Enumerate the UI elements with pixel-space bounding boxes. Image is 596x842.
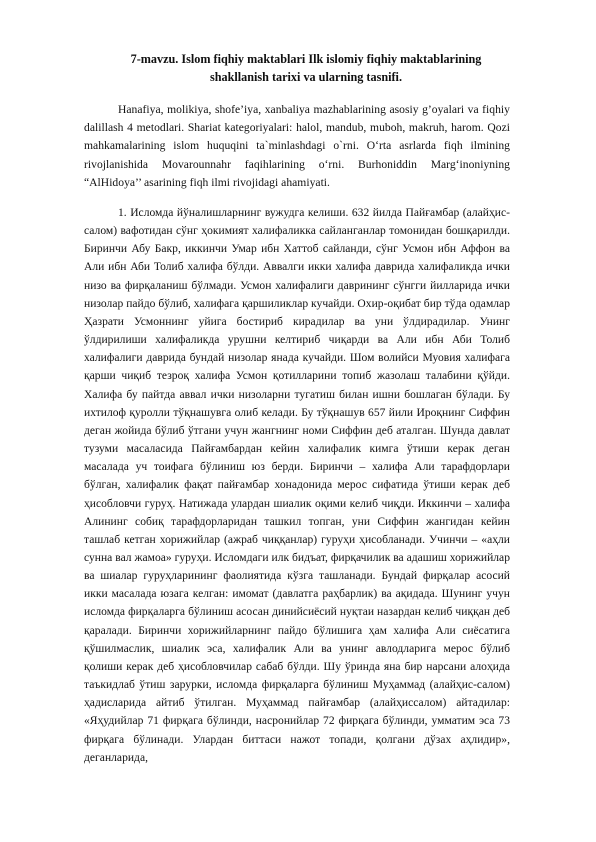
page-title: [84, 50, 510, 86]
document-page: [84, 50, 510, 779]
body-paragraph: 1. Исломда йўналишларнинг вужудга келиши. 632 йилда Пайғамбар (алайҳис-салом) вафотидан сўнг ҳокимият халифаликка сайланганлар томонидан бошқарилди. Биринчи Абу Бакр, иккинчи Умар ибн Хаттоб сайланди, сўнг Усмон ибн Аффон ва Али ибн Аби Толиб халифа бўлди. Аввалги икки халифа даврида халифаликда ички низо ва фирқаланиш бўлмади. Усмон халифалиги даврининг сўнгги йилларида ички низолар пайдо бўлиб, халифага қаршиликлар кучайди. Охир-оқибат бир тўда одамлар Ҳазрати Усмоннинг уйига бостириб кирадилар ва уни ўлдирадилар. Унинг ўлдирилиши халифаликда урушни келтириб чиқарди ва Али ибн Аби Толиб халифалиги даврида бундай низолар янада кучайди. Шом волийси Муовия халифага қарши чиқиб тезроқ халифа Усмон қотилларини топиб жазолаш талабини қўйди. Халифа бу пайтда аввал ички низоларни тугатиш билан ишни бошлаган бўлади. Бу ихтилоф қуролли тўқнашувга олиб келади. Бу тўқнашув 657 йили Ироқнинг Сиффин деган жойида бўлиб ўтгани учун жангнинг номи Сиффин деб аталган. Шунда давлат тузуми масаласида Пайғамбардан кейин халифалик кимга ўтиши керак деган масалада уч тоифага бўлиниш юз берди. Биринчи – халифа Али тарафдорлари бўлган, халифалик фақат пайғамбар хонадонида мерос сифатида ўтиши керак деб ҳисобловчи гуруҳ. Натижада улардан шиалик оқими келиб чиқди. Иккинчи – халифа Алининг собиқ тарафдорларидан ташкил топган, уни Сиффин жангидан кейин ташлаб кетган хорижийлар (ажраб чиққанлар) гуруҳи ҳисобланади. Учинчи – «аҳли сунна вал жамоа» гуруҳи. Исломдаги илк бидъат, фирқачилик ва адашиш хорижийлар ва шиалар гуруҳларининг фаолиятида кўзга ташланади. Бундай фирқалар асосий икки масалада юзага келган: имомат (давлатга раҳбарлик) ва ақидада. Шунинг учун исломда фирқаларга бўлиниш асосан динийсиёсий нуқтаи назардан келиб чиққан деб қаралади. Биринчи хорижийларнинг пайдо бўлишига ҳам халифа Али сиёсатига қўшилмаслик, шиалик эса, халифалик Али ва унинг авлодларига мерос бўлиб қолиши керак деб ҳисобловчилар сабаб бўлди. Шу ўринда яна бир нарсани алоҳида таъкидлаб ўтиш зарурки, исломда фирқаларга бўлиниш Муҳаммад (алайҳис-салом) ҳадисларида айтиб ўтилган. Муҳаммад пайғамбар (алайҳиссалом) айтадилар: «Яҳудийлар 71 фирқага бўлинди, насронийлар 72 фирқага бўлинди, умматим эса 73 фирқага бўлинади. Улардан биттаси нажот топади, қолгани дўзах аҳлидир», деганларида,: [84, 207, 510, 764]
title-line-2: shakllanish tarixi va ularning tasnifi.: [209, 70, 402, 84]
title-line-1: 7-mavzu. Islom fiqhiy maktablari Ilk islomiy fiqhiy maktablarining: [130, 52, 482, 66]
intro-paragraph: Hanafiya, molikiya, shofe’iya, xanbaliya mazhablarining asosiy g’oyalari va fiqhiy dalillash 4 metodlari. Shariat kategoriyalari: halol, mandub, muboh, makruh, harom. Qozi mahkamalarining islom huquqini ta`minlashdagi o`rni. O‘rta asrlarda fiqh ilmining rivojlanishida Movarounnahr faqihlarining o‘rni. Burhoniddin Marg‘inoniyning “AlHidoya’’ asarining fiqh ilmi rivojidagi ahamiyati.: [84, 103, 510, 189]
